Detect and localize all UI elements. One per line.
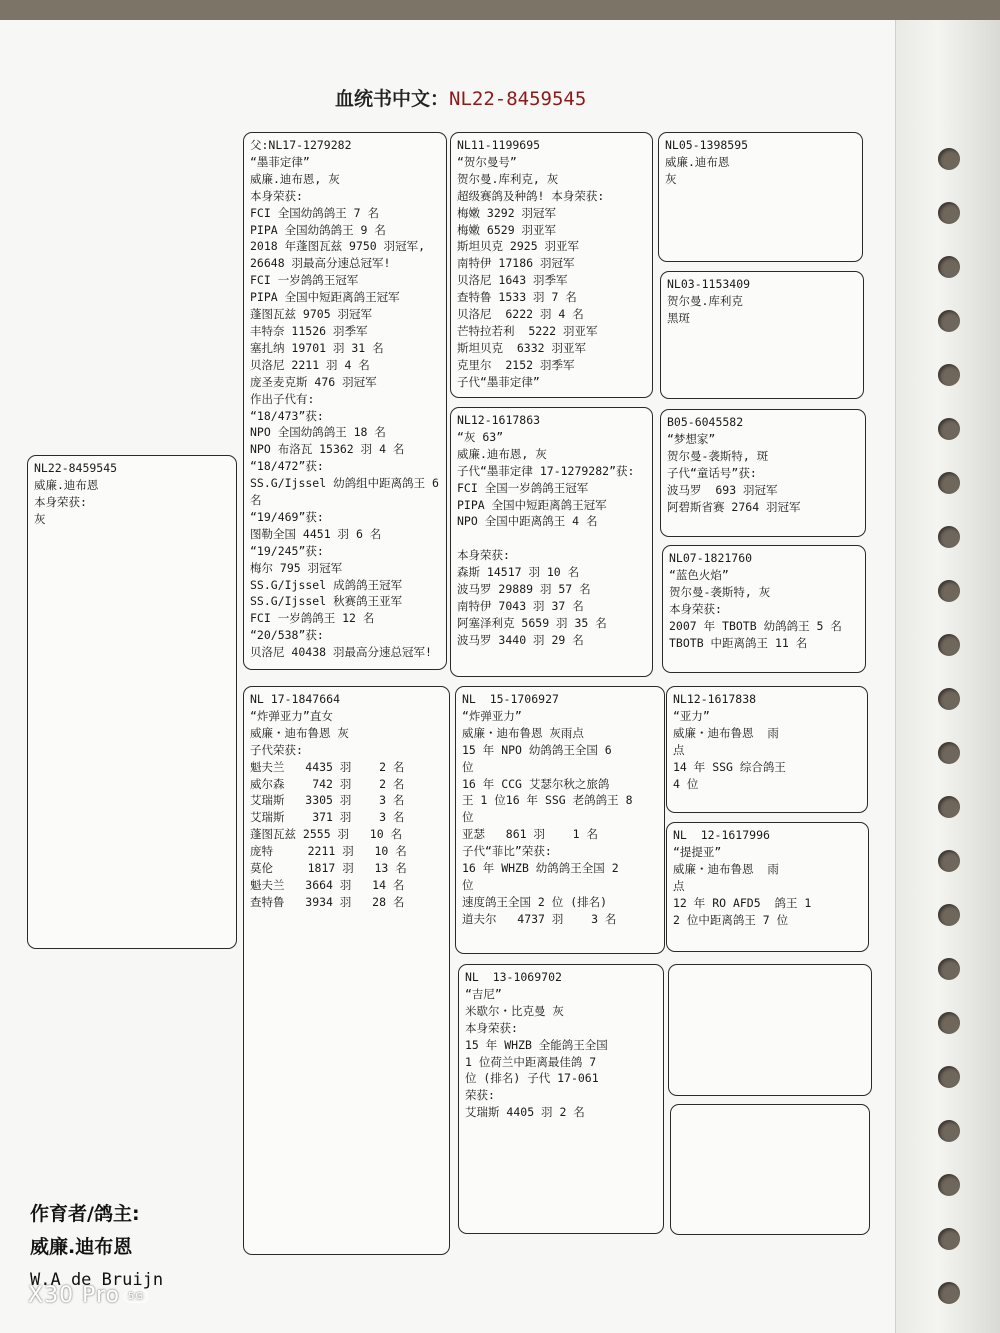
pedigree-line: NL12-1617838 xyxy=(673,692,757,706)
pedigree-line: NL 13-1069702 xyxy=(465,970,562,984)
pedigree-line: “梦想家” xyxy=(667,431,716,446)
pedigree-line: 庞圣麦克斯 476 羽冠军 xyxy=(250,374,377,389)
binder-hole xyxy=(938,850,960,872)
pedigree-line: 灰 xyxy=(665,171,677,186)
pedigree-line: 父:NL17-1279282 xyxy=(250,138,352,152)
pedigree-line: FCI 一岁鸽鸽王冠军 xyxy=(250,273,359,288)
pedigree-line: 塞扎纳 19701 羽 31 名 xyxy=(250,340,384,355)
pedigree-line: 子代“墨菲定律 17-1279282”获: xyxy=(457,463,635,478)
pedigree-line: 点 xyxy=(673,742,685,757)
pedigree-line: 南特伊 7043 羽 37 名 xyxy=(457,598,584,613)
binder-hole xyxy=(938,1120,960,1142)
sire-sire-sire-box xyxy=(658,132,863,262)
pedigree-line: 波马罗 693 羽冠军 xyxy=(667,482,778,497)
pedigree-line: 1 位荷兰中距离最佳鸽 7 xyxy=(465,1054,597,1069)
pedigree-line: NL05-1398595 xyxy=(665,138,749,152)
binder-hole xyxy=(938,688,960,710)
watermark-brand: X30 Pro xyxy=(28,1283,120,1308)
binder-hole xyxy=(938,364,960,386)
pedigree-line: “墨菲定律” xyxy=(250,154,310,169)
pedigree-line: 本身荣获: xyxy=(457,548,510,563)
dam-dam-dam-box xyxy=(670,1104,870,1235)
pedigree-line: “炸弹亚力” xyxy=(462,708,522,723)
sire-sire-box xyxy=(450,132,653,398)
dam-sire-box xyxy=(455,686,665,954)
pedigree-line: 阿碧斯省赛 2764 羽冠军 xyxy=(667,499,801,514)
pedigree-line: 2018 年蓬图瓦兹 9750 羽冠军, xyxy=(250,239,426,254)
pedigree-line: 查特鲁 3934 羽 28 名 xyxy=(250,894,405,909)
binder-hole xyxy=(938,1174,960,1196)
pedigree-line: 威廉.迪布恩 xyxy=(34,477,99,492)
binder-hole xyxy=(938,1228,960,1250)
pedigree-line: 梅嫩 6529 羽亚军 xyxy=(457,222,557,237)
pedigree-line: NL 12-1617996 xyxy=(673,828,770,842)
pedigree-line: 位 (排名) 子代 17-061 xyxy=(465,1071,599,1086)
pedigree-line: 位 xyxy=(462,759,474,774)
binder-hole xyxy=(938,580,960,602)
pedigree-line: 克里尔 2152 羽季军 xyxy=(457,357,575,372)
binder-hole xyxy=(938,202,960,224)
binder-hole xyxy=(938,958,960,980)
pedigree-line: 位 xyxy=(462,877,474,892)
pedigree-line: 魁夫兰 4435 羽 2 名 xyxy=(250,759,405,774)
binder-hole xyxy=(938,742,960,764)
pedigree-line: 灰 xyxy=(34,511,46,526)
owner-label: 作育者/鸽主: xyxy=(30,1203,140,1225)
pedigree-line: 威尔森 742 羽 2 名 xyxy=(250,776,405,791)
pedigree-line: 魁夫兰 3664 羽 14 名 xyxy=(250,877,405,892)
pedigree-line: 丰特奈 11526 羽季军 xyxy=(250,323,368,338)
pedigree-line: 威廉.迪布恩 xyxy=(665,154,730,169)
sire-box xyxy=(243,132,447,670)
pedigree-line: SS.G/Ijssel 秋赛鸽王亚军 xyxy=(250,594,403,609)
pedigree-line: TBOTB 中距离鸽王 11 名 xyxy=(669,635,808,650)
dam-dam-box xyxy=(458,964,664,1234)
pedigree-line: B05-6045582 xyxy=(667,415,744,429)
pedigree-line: 图勒全国 4451 羽 6 名 xyxy=(250,526,382,541)
title-ring-number: NL22-8459545 xyxy=(449,88,587,110)
pedigree-line: PIPA 全国中短距离鸽王冠军 xyxy=(457,497,607,512)
pedigree-line: NL03-1153409 xyxy=(667,277,751,291)
pedigree-line: “吉尼” xyxy=(465,986,502,1001)
pedigree-line: 威廉・迪布鲁恩 灰雨点 xyxy=(462,725,584,740)
pedigree-line: 点 xyxy=(673,878,685,893)
pedigree-line: FCI 全国一岁鸽鸽王冠军 xyxy=(457,480,589,495)
watermark-5g-badge: 5G xyxy=(124,1290,148,1303)
pedigree-line: 本身荣获: xyxy=(465,1020,518,1035)
pedigree-line: 超级赛鸽及种鸽! 本身荣获: xyxy=(457,188,605,203)
pedigree-line: 贝洛尼 6222 羽 4 名 xyxy=(457,307,584,322)
pedigree-line: 贺尔曼.库利克, 灰 xyxy=(457,171,559,186)
pedigree-line: 贝洛尼 2211 羽 4 名 xyxy=(250,357,370,372)
pedigree-line: SS.G/Ijssel 成鸽鸽王冠军 xyxy=(250,577,403,592)
pedigree-line xyxy=(457,530,646,547)
sire-dam-dam-box xyxy=(662,545,866,673)
pedigree-line: 本身荣获: xyxy=(250,188,303,203)
pedigree-line: 斯坦贝克 2925 羽亚军 xyxy=(457,239,580,254)
pedigree-line: 威廉・迪布鲁恩 雨 xyxy=(673,861,779,876)
title-label: 血统书中文： xyxy=(335,88,450,110)
pedigree-line: 荣获: xyxy=(465,1088,495,1103)
pedigree-line: NL 17-1847664 xyxy=(250,692,341,706)
pedigree-line: 威廉・迪布鲁恩 雨 xyxy=(673,725,779,740)
pedigree-line: 贺尔曼.库利克 xyxy=(667,293,743,308)
binder-hole xyxy=(938,526,960,548)
pedigree-line: 本身荣获: xyxy=(669,601,722,616)
pedigree-line: “炸弹亚力”直女 xyxy=(250,708,333,723)
pedigree-line: 子代“童话号”获: xyxy=(667,465,757,480)
pedigree-line: 15 年 WHZB 全能鸽王全国 xyxy=(465,1037,608,1052)
camera-watermark xyxy=(28,1283,148,1308)
pedigree-line: 2 位中距离鸽王 7 位 xyxy=(673,912,789,927)
pedigree-line: FCI 全国幼鸽鸽王 7 名 xyxy=(250,205,379,220)
binder-hole xyxy=(938,1282,960,1304)
pedigree-line: 艾瑞斯 371 羽 3 名 xyxy=(250,810,405,825)
pedigree-line: 本身荣获: xyxy=(34,494,87,509)
subject-box xyxy=(27,455,237,949)
pedigree-line: 查特鲁 1533 羽 7 名 xyxy=(457,290,577,305)
binder-hole xyxy=(938,796,960,818)
pedigree-line: “19/245”获: xyxy=(250,543,324,558)
binder-hole xyxy=(938,1012,960,1034)
pedigree-line: 子代荣获: xyxy=(250,742,303,757)
pedigree-line: NPO 全国中距离鸽王 4 名 xyxy=(457,514,598,529)
pedigree-line: NL22-8459545 xyxy=(34,461,118,475)
sire-sire-dam-box xyxy=(660,271,864,399)
pedigree-line: 梅尔 795 羽冠军 xyxy=(250,560,343,575)
binder-hole xyxy=(938,418,960,440)
pedigree-line: 2007 年 TBOTB 幼鸽鸽王 5 名 xyxy=(669,618,842,633)
pedigree-line: 黑斑 xyxy=(667,310,690,325)
pedigree-line: 子代“墨菲定律” xyxy=(457,374,540,389)
pedigree-line: 波马罗 3440 羽 29 名 xyxy=(457,632,584,647)
sire-dam-box xyxy=(450,407,653,677)
pedigree-line: “贺尔曼号” xyxy=(457,154,517,169)
pedigree-line: 王 1 位16 年 SSG 老鸽鸽王 8 xyxy=(462,793,633,808)
pedigree-line: 蓬图瓦兹 2555 羽 10 名 xyxy=(250,827,403,842)
pedigree-line: 蓬图瓦兹 9705 羽冠军 xyxy=(250,307,373,322)
pedigree-line: 贺尔曼-袭斯特, 斑 xyxy=(667,448,769,463)
pedigree-line: 作出子代有: xyxy=(250,391,315,406)
dam-sire-sire-box xyxy=(666,686,868,813)
pedigree-line: 位 xyxy=(462,810,474,825)
pedigree-line: 米歇尔・比克曼 灰 xyxy=(465,1003,564,1018)
pedigree-line: NL07-1821760 xyxy=(669,551,753,565)
binder-hole xyxy=(938,310,960,332)
pedigree-line: 阿塞泽利克 5659 羽 35 名 xyxy=(457,615,607,630)
pedigree-line: “提提亚” xyxy=(673,844,722,859)
pedigree-line: “18/472”获: xyxy=(250,459,324,474)
pedigree-line: 道夫尔 4737 羽 3 名 xyxy=(462,911,617,926)
pedigree-line: 名 xyxy=(250,493,262,508)
pedigree-line: 森斯 14517 羽 10 名 xyxy=(457,565,580,580)
pedigree-line: 16 年 WHZB 幼鸽鸽王全国 2 xyxy=(462,861,619,876)
pedigree-line: 26648 羽最高分速总冠军! xyxy=(250,256,391,271)
pedigree-line: NL 15-1706927 xyxy=(462,692,559,706)
sire-dam-sire-box xyxy=(660,409,866,537)
dam-dam-sire-box xyxy=(668,964,872,1096)
pedigree-line: 贝洛尼 1643 羽季军 xyxy=(457,273,568,288)
pedigree-line: 庞特 2211 羽 10 名 xyxy=(250,844,407,859)
page-title xyxy=(335,84,586,111)
owner-name-cn: 威廉.迪布恩 xyxy=(30,1236,133,1258)
pedigree-line: 16 年 CCG 艾瑟尔秋之旅鸽 xyxy=(462,776,610,791)
pedigree-line: 艾瑞斯 4405 羽 2 名 xyxy=(465,1105,585,1120)
pedigree-line: “亚力” xyxy=(673,708,710,723)
pedigree-line: 14 年 SSG 综合鸽王 xyxy=(673,759,786,774)
pedigree-line: 威廉・迪布鲁恩 灰 xyxy=(250,725,349,740)
pedigree-line: PIPA 全国幼鸽鸽王 9 名 xyxy=(250,222,386,237)
pedigree-line: NPO 布洛瓦 15362 羽 4 名 xyxy=(250,442,405,457)
binder-hole xyxy=(938,256,960,278)
pedigree-line: NPO 全国幼鸽鸽王 18 名 xyxy=(250,425,386,440)
pedigree-line: 梅嫩 3292 羽冠军 xyxy=(457,205,557,220)
binder-hole xyxy=(938,472,960,494)
pedigree-line: “灰 63” xyxy=(457,429,504,444)
pedigree-line: 12 年 RO AFD5 鸽王 1 xyxy=(673,895,812,910)
binder-hole xyxy=(938,904,960,926)
pedigree-line: 斯坦贝克 6332 羽亚军 xyxy=(457,340,586,355)
pedigree-line: 4 位 xyxy=(673,776,699,791)
pedigree-line: 莫伦 1817 羽 13 名 xyxy=(250,861,407,876)
pedigree-line: 南特伊 17186 羽冠军 xyxy=(457,256,575,271)
binder-hole xyxy=(938,1066,960,1088)
pedigree-line: 威廉.迪布恩, 灰 xyxy=(250,171,340,186)
pedigree-line: 速度鸽王全国 2 位 (排名) xyxy=(462,894,608,909)
dam-box xyxy=(243,686,450,1255)
binder-hole xyxy=(938,148,960,170)
pedigree-line: 贺尔曼-袭斯特, 灰 xyxy=(669,584,771,599)
pedigree-line: SS.G/Ijssel 幼鸽组中距离鸽王 6 xyxy=(250,476,439,491)
pedigree-line: NL12-1617863 xyxy=(457,413,541,427)
pedigree-line: 威廉.迪布恩, 灰 xyxy=(457,446,547,461)
pedigree-line: “蓝色火焰” xyxy=(669,567,729,582)
pedigree-line: 15 年 NPO 幼鸽鸽王全国 6 xyxy=(462,742,612,757)
pedigree-line: 艾瑞斯 3305 羽 3 名 xyxy=(250,793,405,808)
pedigree-line: 亚瑟 861 羽 1 名 xyxy=(462,827,599,842)
owner-name-latin: W.A de Bruijn xyxy=(30,1270,164,1290)
pedigree-line: FCI 一岁鸽鸽王 12 名 xyxy=(250,611,375,626)
pedigree-line: 子代“菲比”荣获: xyxy=(462,844,552,859)
pedigree-line: PIPA 全国中短距离鸽王冠军 xyxy=(250,290,400,305)
binder-hole xyxy=(938,634,960,656)
pedigree-line: 芒特拉若利 5222 羽亚军 xyxy=(457,323,598,338)
pedigree-line: “18/473”获: xyxy=(250,408,324,423)
pedigree-line: “20/538”获: xyxy=(250,628,324,643)
pedigree-line: “19/469”获: xyxy=(250,509,324,524)
pedigree-line: 贝洛尼 40438 羽最高分速总冠军! xyxy=(250,645,432,660)
pedigree-line: NL11-1199695 xyxy=(457,138,541,152)
dam-sire-dam-box xyxy=(666,822,869,952)
pedigree-line: 波马罗 29889 羽 57 名 xyxy=(457,582,591,597)
